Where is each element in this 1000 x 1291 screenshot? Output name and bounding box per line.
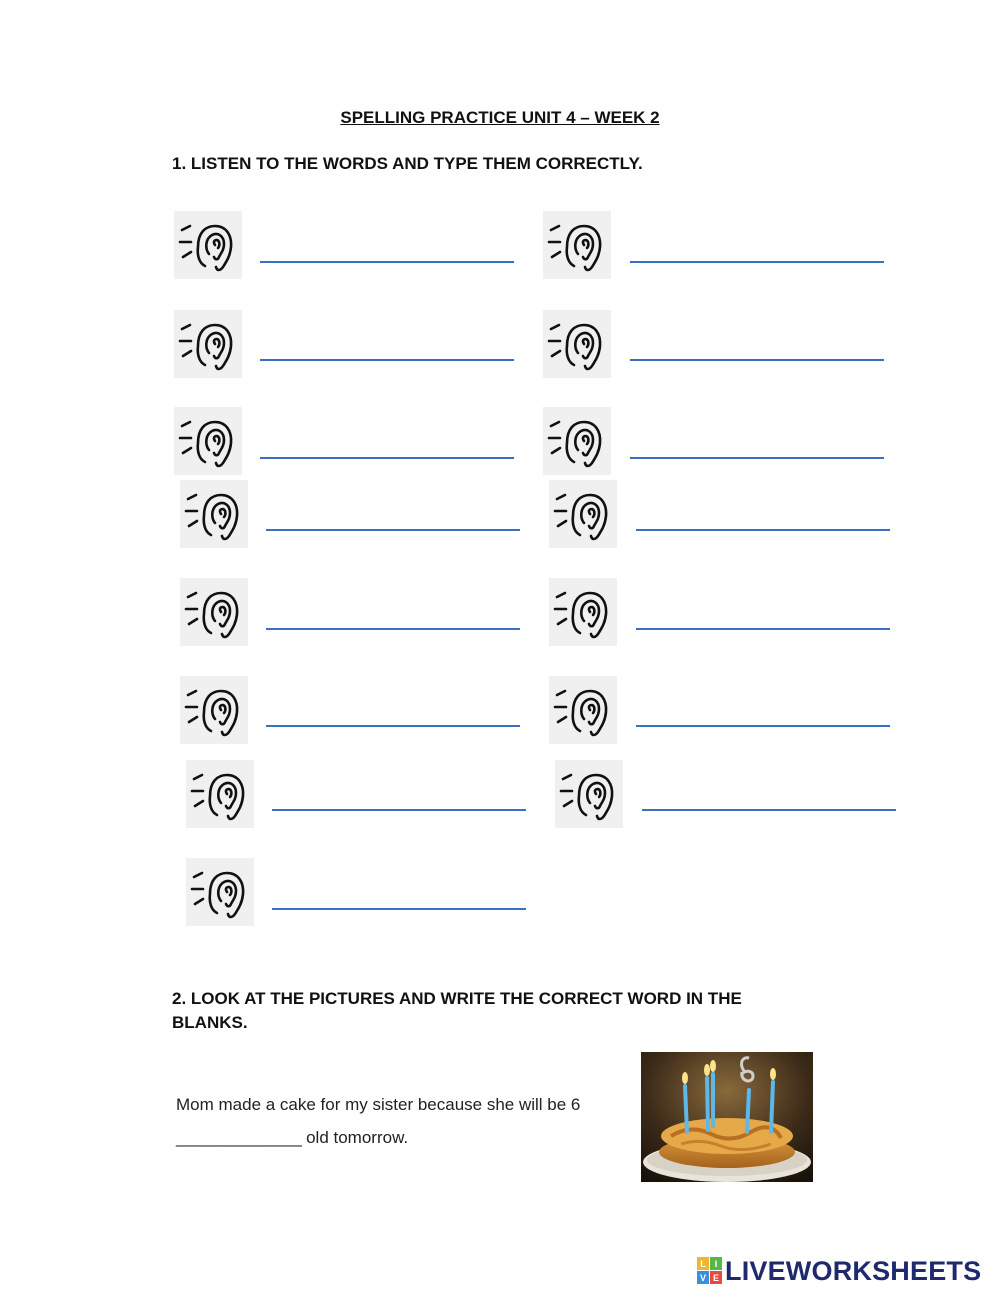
ear-listen-icon[interactable] [549, 676, 617, 744]
answer-input-1[interactable] [260, 239, 514, 263]
answer-input-9[interactable] [266, 606, 520, 630]
answer-input-3[interactable] [260, 337, 514, 361]
svg-text:V: V [699, 1273, 707, 1283]
ear-listen-icon[interactable] [543, 310, 611, 378]
ear-listen-icon[interactable] [174, 310, 242, 378]
answer-input-13[interactable] [272, 787, 526, 811]
section-2-heading-line2: BLANKS. [172, 1013, 248, 1032]
svg-text:I: I [714, 1259, 718, 1269]
ear-listen-icon[interactable] [180, 676, 248, 744]
answer-input-8[interactable] [636, 507, 890, 531]
answer-input-5[interactable] [260, 435, 514, 459]
ear-listen-icon[interactable] [174, 211, 242, 279]
answer-input-10[interactable] [636, 606, 890, 630]
liveworksheets-logo-mark [697, 1257, 723, 1285]
answer-input-6[interactable] [630, 435, 884, 459]
answer-input-12[interactable] [636, 703, 890, 727]
ear-listen-icon[interactable] [543, 211, 611, 279]
sentence-part-2: old tomorrow. [301, 1128, 409, 1147]
worksheet-title: SPELLING PRACTICE UNIT 4 – WEEK 2 [340, 108, 660, 127]
section-1-heading: 1. LISTEN TO THE WORDS AND TYPE THEM CORRECTLY. [172, 154, 643, 173]
section-2-heading [172, 987, 742, 1035]
ear-listen-icon[interactable] [549, 480, 617, 548]
ear-listen-icon[interactable] [186, 760, 254, 828]
answer-input-11[interactable] [266, 703, 520, 727]
sentence-part-1: Mom made a cake for my sister because she will be 6 [176, 1095, 581, 1114]
ear-listen-icon[interactable] [180, 480, 248, 548]
answer-input-15[interactable] [272, 886, 526, 910]
answer-input-4[interactable] [630, 337, 884, 361]
fill-in-sentence [176, 1088, 580, 1154]
svg-text:L: L [700, 1259, 706, 1269]
ear-listen-icon[interactable] [549, 578, 617, 646]
ear-listen-icon[interactable] [555, 760, 623, 828]
ear-listen-icon[interactable] [180, 578, 248, 646]
answer-input-14[interactable] [642, 787, 896, 811]
answer-input-7[interactable] [266, 507, 520, 531]
ear-listen-icon[interactable] [174, 407, 242, 475]
liveworksheets-logo-text: LIVEWORKSHEETS [725, 1255, 982, 1286]
ear-listen-icon[interactable] [543, 407, 611, 475]
birthday-cake-image [641, 1052, 813, 1182]
section-2-heading-line1: 2. LOOK AT THE PICTURES AND WRITE THE CORRECT WORD IN THE [172, 989, 742, 1008]
ear-listen-icon[interactable] [186, 858, 254, 926]
sentence-blank[interactable]: ______________ [176, 1128, 302, 1147]
answer-input-2[interactable] [630, 239, 884, 263]
svg-text:E: E [712, 1273, 720, 1283]
liveworksheets-logo [697, 1254, 981, 1288]
